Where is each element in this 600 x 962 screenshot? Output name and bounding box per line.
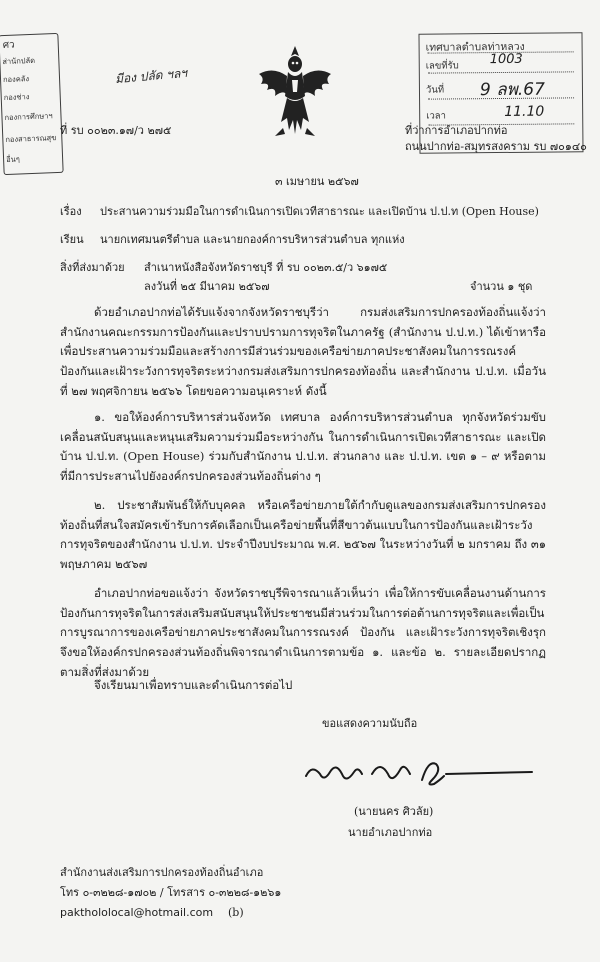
stamp-right-time-label: เวลา <box>426 110 446 122</box>
recipient-label: เรียน <box>60 233 84 246</box>
stamp-left-row: กองช่าง <box>3 92 30 103</box>
footer-note: (b) <box>228 906 244 919</box>
stamp-right-rec-label: เลขที่รับ <box>425 60 459 72</box>
issuer-address: ถนนปากท่อ-สมุทรสงคราม รบ ๗๐๑๔๐ <box>405 140 587 153</box>
attachment-label: สิ่งที่ส่งมาด้วย <box>60 261 125 274</box>
document-number: ที่ รบ ๐๐๒๓.๑๗/ว ๒๗๕ <box>60 124 172 137</box>
body-paragraph: ๒. ประชาสัมพันธ์ให้กับบุคคล หรือเครือข่ายภายใต้กำกับดูแลของกรมส่งเสริมการปกครองท้องถิ่นที่สนใจสมัครเข้ารับการคัดเลือกเป็นเครือข่ายพื้นที่สีขาวต้นแบบในการป้องกันและเฝ้าระวังการทุจริตของสำนักงาน ป.ป.ท. ประจำปีงบประมาณ พ.ศ. ๒๕๖๗ ในระหว่างวันที่ ๒ มกราคม ถึง ๓๑ พฤษภาคม ๒๕๖๗ <box>60 498 546 572</box>
body-paragraph: ด้วยอำเภอปากท่อได้รับแจ้งจากจังหวัดราชบุรีว่า กรมส่งเสริมการปกครองท้องถิ่นแจ้งว่า สำนักงานคณะกรรมการป้องกันและปราบปรามการทุจริตในภาครัฐ (สำนักงาน ป.ป.ท.) ได้เข้าหารือเพื่อประสานความร่วมมือและสร้างการมีส่วนร่วมของเครือข่ายภาคประชาสังคมในการรณรงค์ ป้องกันและเฝ้าระวังการทุจริตระหว่างกรมส่งเสริมการปกครองท้องถิ่น และสำนักงาน ป.ป.ท. เมื่อวันที่ ๒๗ พฤศจิกายน ๒๕๖๖ โดยขอความอนุเคราะห์ ดังนี้ <box>60 305 546 398</box>
stamp-left-row: ส่านักปลัด <box>2 55 36 67</box>
stamp-right-org: เทศบาลตำบลท่าหลวง <box>425 40 525 54</box>
footer-office: สำนักงานส่งเสริมการปกครองท้องถิ่นอำเภอ <box>60 866 264 879</box>
closing-phrase: ขอแสดงความนับถือ <box>322 717 418 730</box>
stamp-left-row: กองคลัง <box>2 74 30 85</box>
stamp-left-row: อื่นๆ <box>5 154 20 164</box>
body-paragraph: ๑. ขอให้องค์การบริหารส่วนจังหวัด เทศบาล องค์การบริหารส่วนตำบล ทุกจังหวัดร่วมขับเคลื่อนสนับสนุนและหนุนเสริมความร่วมมือระหว่างกัน ในการดำเนินการเปิดเวทีสาธารณะ และเปิดบ้าน ป.ป.ท. (Open House) ร่วมกับสำนักงาน ป.ป.ท. ส่วนกลาง และ ป.ป.ท. เขต ๑ – ๙ หรือตามที่มีการประสานไปยังองค์กรปกครองส่วนท้องถิ่นต่าง ๆ <box>60 410 546 484</box>
stamp-right-rec-no: 1003 <box>489 51 523 68</box>
body-paragraph: จึงเรียนมาเพื่อทราบและดำเนินการต่อไป <box>94 678 293 692</box>
stamp-right-date: 9 ลพ.67 <box>479 79 545 101</box>
signature-image <box>300 750 540 798</box>
footer-email: pakthololocal@hotmail.com <box>60 906 214 919</box>
recipient-text: นายกเทศมนตรีตำบล และนายกองค์การบริหารส่วนตำบล ทุกแห่ง <box>100 233 405 246</box>
stamp-left-title: ศว <box>2 39 15 52</box>
attachment-date: ลงวันที่ ๒๕ มีนาคม ๒๕๖๗ <box>144 280 270 293</box>
receipt-stamp-left <box>0 33 64 175</box>
issuer-office: ที่ว่าการอำเภอปากท่อ <box>405 124 508 137</box>
subject-text: ประสานความร่วมมือในการดำเนินการเปิดเวทีสาธารณะ และเปิดบ้าน ป.ป.ท (Open House) <box>100 205 539 218</box>
attachment-quantity: จำนวน ๑ ชุด <box>470 280 533 293</box>
signer-title: นายอำเภอปากท่อ <box>348 826 433 839</box>
subject-label: เรื่อง <box>60 205 82 218</box>
document-date: ๓ เมษายน ๒๕๖๗ <box>275 175 359 188</box>
handwritten-note: มีอง ปลัด ฯลฯ <box>114 65 188 87</box>
stamp-left-row: กองการศึกษาฯ <box>4 111 53 123</box>
footer-phone: โทร ๐-๓๒๒๘-๑๗๐๒ / โทรสาร ๐-๓๒๒๘-๑๒๖๑ <box>60 886 282 899</box>
signer-name: (นายนคร ศิวลัย) <box>354 805 434 818</box>
stamp-right-date-label: วันที่ <box>425 84 445 96</box>
body-paragraph: อำเภอปากท่อขอแจ้งว่า จังหวัดราชบุรีพิจารณาแล้วเห็นว่า เพื่อให้การขับเคลื่อนงานด้านการป้องกันการทุจริตในการส่งเสริมสนับสนุนให้ประชาชนมีส่วนร่วมในการต่อต้านการทุจริตและเพื่อเป็นการบูรณาการของเครือข่ายภาคประชาสังคมในการรณรงค์ ป้องกัน และเฝ้าระวังการทุจริตเชิงรุก จึงขอให้องค์กรปกครองส่วนท้องถิ่นพิจารณาดำเนินการตามข้อ ๑. และข้อ ๒. รายละเอียดปรากฏตามสิ่งที่ส่งมาด้วย <box>60 586 546 679</box>
attachment-text: สำเนาหนังสือจังหวัดราชบุรี ที่ รบ ๐๐๒๓.๕/ว ๖๑๗๕ <box>144 261 388 274</box>
stamp-left-row: กองสาธารณสุข <box>5 133 57 145</box>
stamp-right-time: 11.10 <box>504 103 545 120</box>
garuda-emblem-icon <box>255 44 335 140</box>
